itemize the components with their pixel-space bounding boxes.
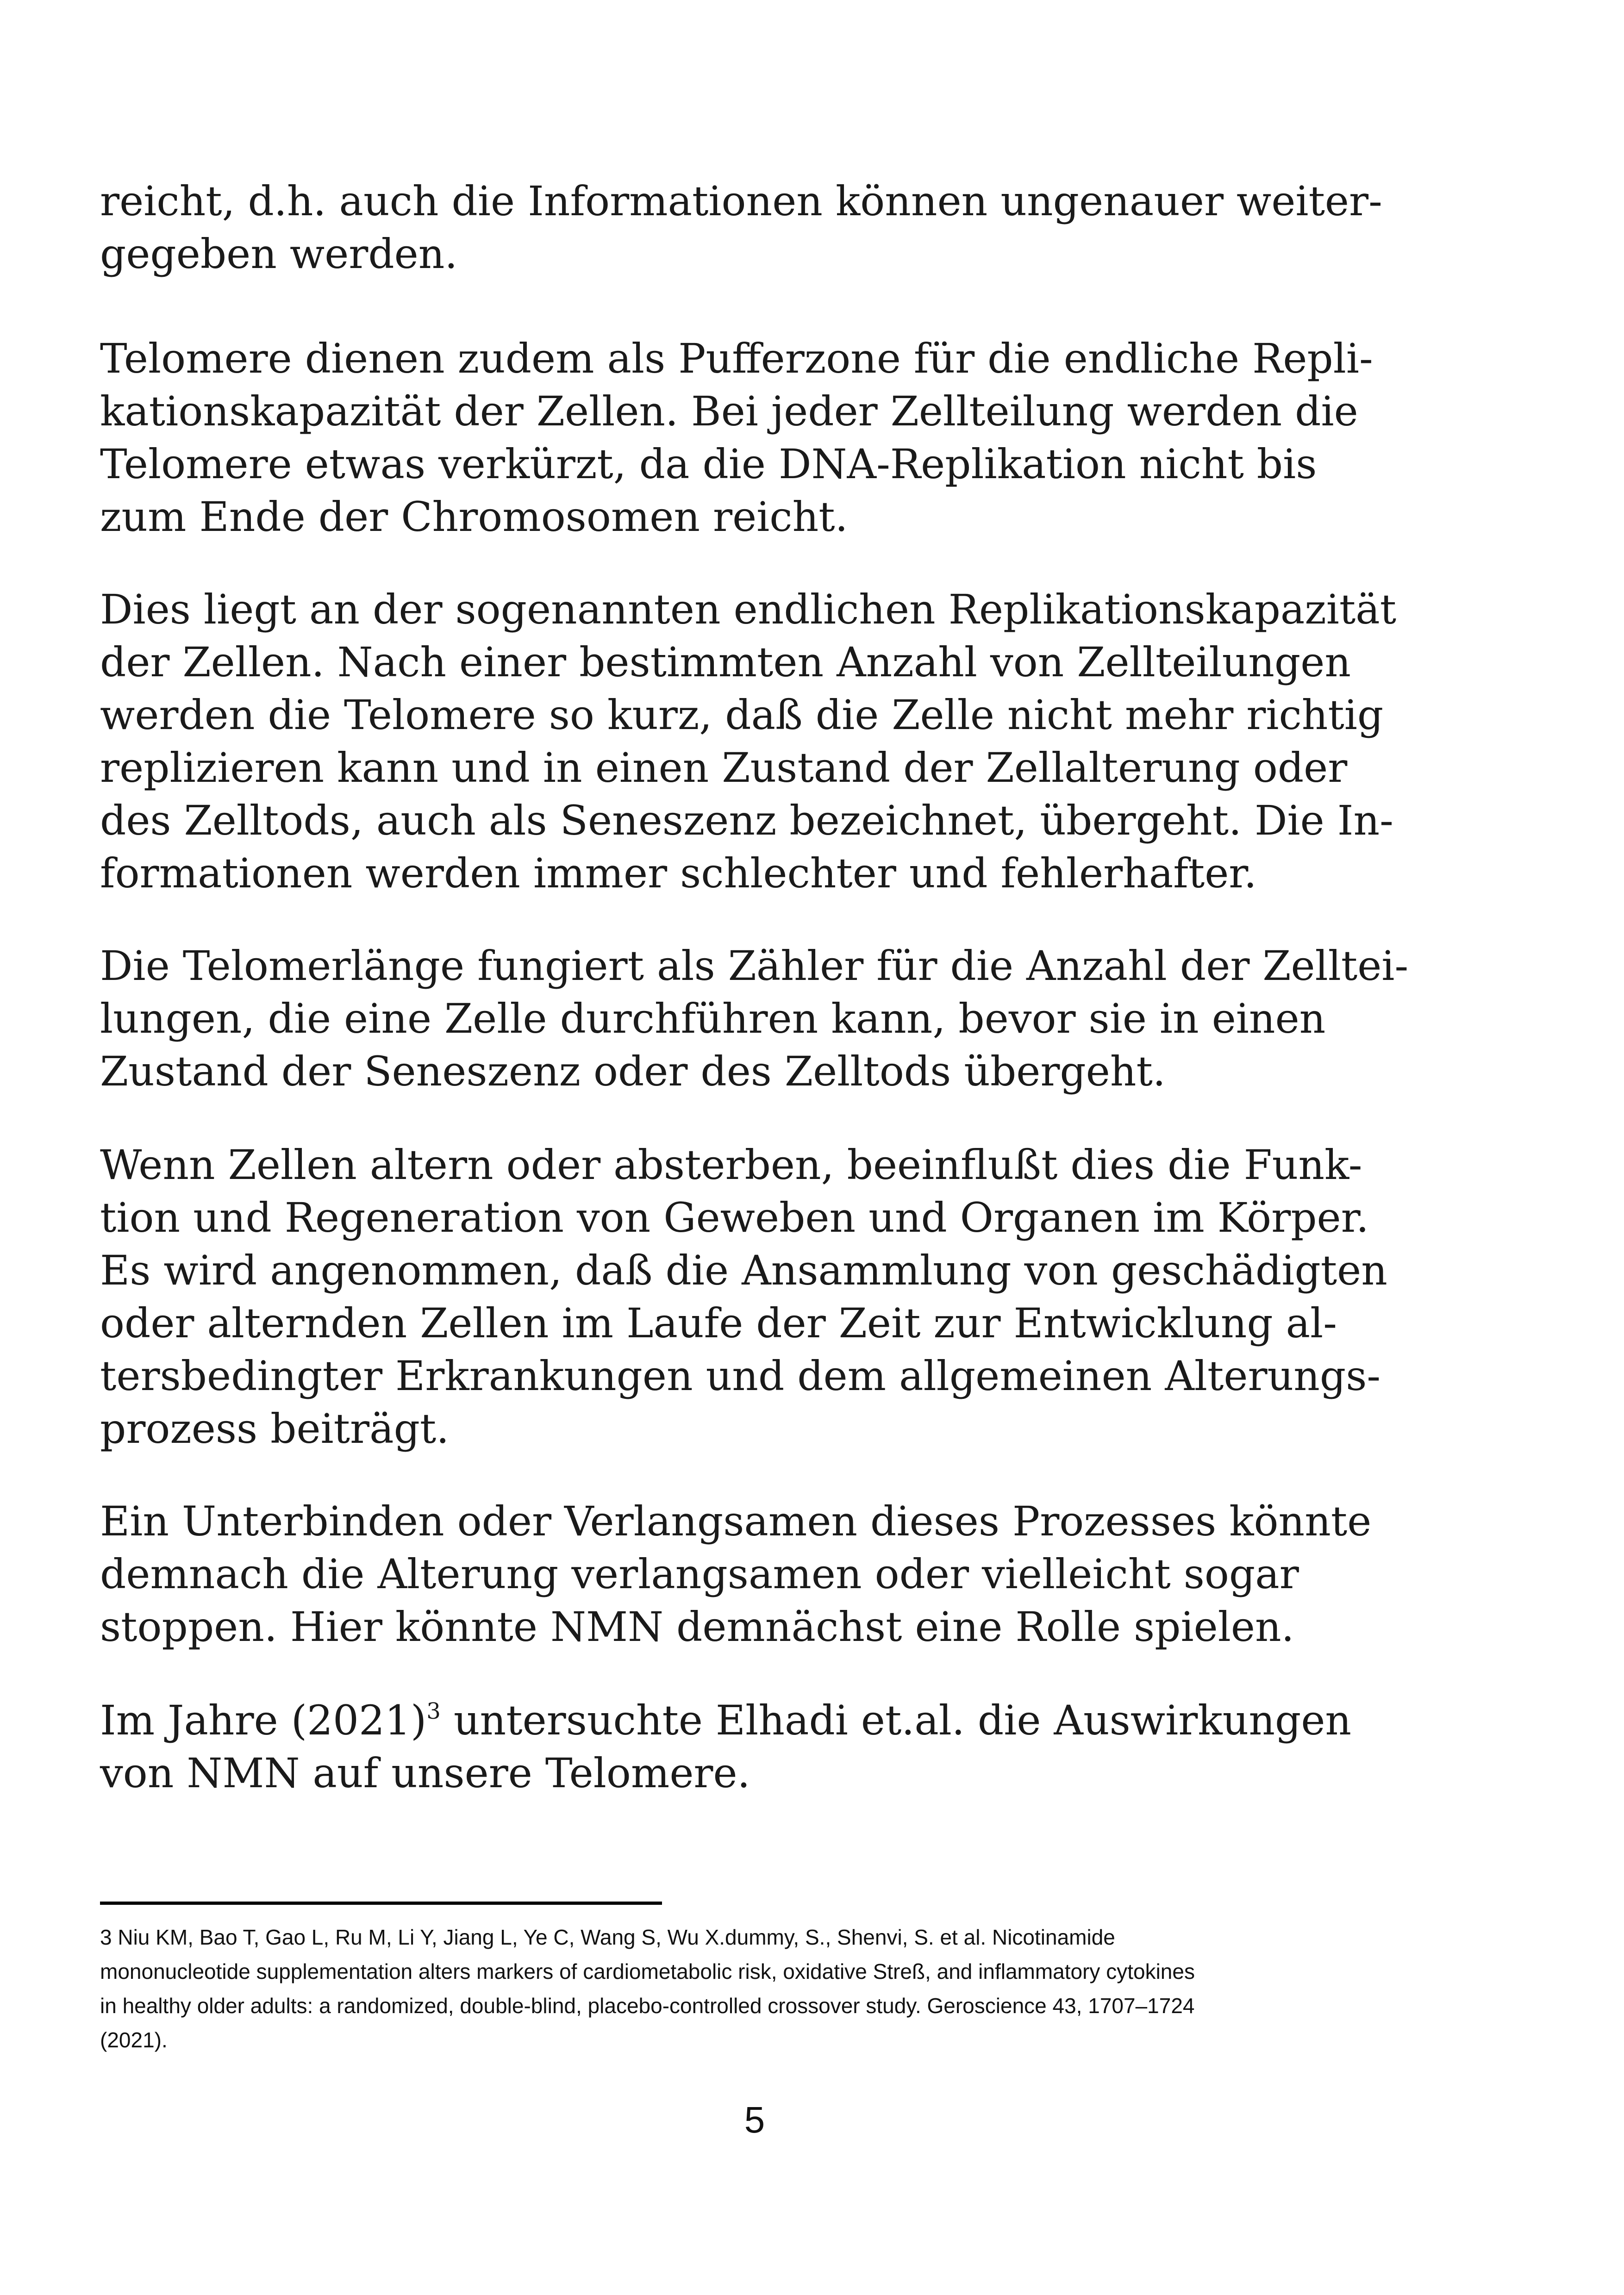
paragraph-line: werden die Telomere so kurz, daß die Zelle nicht mehr richtig: [100, 691, 1384, 739]
footnote-separator: [100, 1902, 662, 1905]
paragraph-4: [100, 940, 1424, 1098]
paragraph-line: Ein Unterbinden oder Verlangsamen dieses Prozesses könnte: [100, 1497, 1372, 1545]
paragraph-line: von NMN auf unsere Telomere.: [100, 1749, 750, 1797]
paragraph-line: [100, 1694, 1424, 1747]
paragraph-1: [100, 175, 1424, 281]
footnote: [100, 1920, 1443, 2057]
paragraph-3: [100, 583, 1424, 900]
paragraph-line: tersbedingter Erkrankungen und dem allgemeinen Alterungs-: [100, 1352, 1381, 1400]
paragraph-5: [100, 1139, 1424, 1455]
paragraph-6: [100, 1495, 1424, 1653]
footnote-line: 3 Niu KM, Bao T, Gao L, Ru M, Li Y, Jiang L, Ye C, Wang S, Wu X.dummy, S., Shenvi, S. et al. Nicotinamide: [100, 1925, 1115, 1949]
paragraph-line: Wenn Zellen altern oder absterben, beeinflußt dies die Funk-: [100, 1141, 1362, 1189]
page-number: 5: [744, 2099, 765, 2140]
paragraph-text: Im Jahre (2021): [100, 1696, 427, 1744]
paragraph-line: stoppen. Hier könnte NMN demnächst eine Rolle spielen.: [100, 1603, 1294, 1651]
footnote-line: (2021).: [100, 2028, 168, 2052]
paragraph-line: lungen, die eine Zelle durchführen kann, bevor sie in einen: [100, 995, 1326, 1042]
paragraph-7: [100, 1694, 1424, 1800]
paragraph-line: Telomere dienen zudem als Pufferzone für die endliche Repli-: [100, 335, 1373, 382]
paragraph-line: demnach die Alterung verlangsamen oder vielleicht sogar: [100, 1550, 1299, 1598]
paragraph-line: reicht, d.h. auch die Informationen können ungenauer weiter-: [100, 177, 1382, 225]
paragraph-line: formationen werden immer schlechter und fehlerhafter.: [100, 849, 1257, 897]
paragraph-line: Dies liegt an der sogenannten endlichen Replikationskapazität: [100, 586, 1397, 633]
paragraph-line: prozess beiträgt.: [100, 1405, 450, 1453]
paragraph-line: Telomere etwas verkürzt, da die DNA-Replikation nicht bis: [100, 440, 1317, 488]
paragraph-text: untersuchte Elhadi et.al. die Auswirkungen: [440, 1696, 1352, 1744]
footnote-line: mononucleotide supplementation alters markers of cardiometabolic risk, oxidative Streß, and inflammatory cytokines: [100, 1959, 1195, 1983]
paragraph-line: gegeben werden.: [100, 230, 458, 278]
paragraph-line: tion und Regeneration von Geweben und Organen im Körper.: [100, 1194, 1369, 1241]
paragraph-line: zum Ende der Chromosomen reicht.: [100, 493, 848, 541]
paragraph-line: oder alternden Zellen im Laufe der Zeit zur Entwicklung al-: [100, 1299, 1337, 1347]
paragraph-line: Es wird angenommen, daß die Ansammlung von geschädigten: [100, 1247, 1387, 1294]
paragraph-line: kationskapazität der Zellen. Bei jeder Zellteilung werden die: [100, 387, 1358, 435]
paragraph-line: replizieren kann und in einen Zustand der Zellalterung oder: [100, 744, 1348, 792]
footnote-reference[interactable]: 3: [426, 1698, 441, 1724]
paragraph-line: Zustand der Seneszenz oder des Zelltods übergeht.: [100, 1048, 1166, 1095]
paragraph-line: des Zelltods, auch als Seneszenz bezeichnet, übergeht. Die In-: [100, 797, 1393, 844]
paragraph-line: der Zellen. Nach einer bestimmten Anzahl von Zellteilungen: [100, 638, 1351, 686]
footnote-line: in healthy older adults: a randomized, double-blind, placebo-controlled crossover study. Geroscience 43, 1707–1724: [100, 1994, 1195, 2018]
paragraph-line: Die Telomerlänge fungiert als Zähler für die Anzahl der Zelltei-: [100, 942, 1409, 990]
paragraph-2: [100, 332, 1424, 543]
